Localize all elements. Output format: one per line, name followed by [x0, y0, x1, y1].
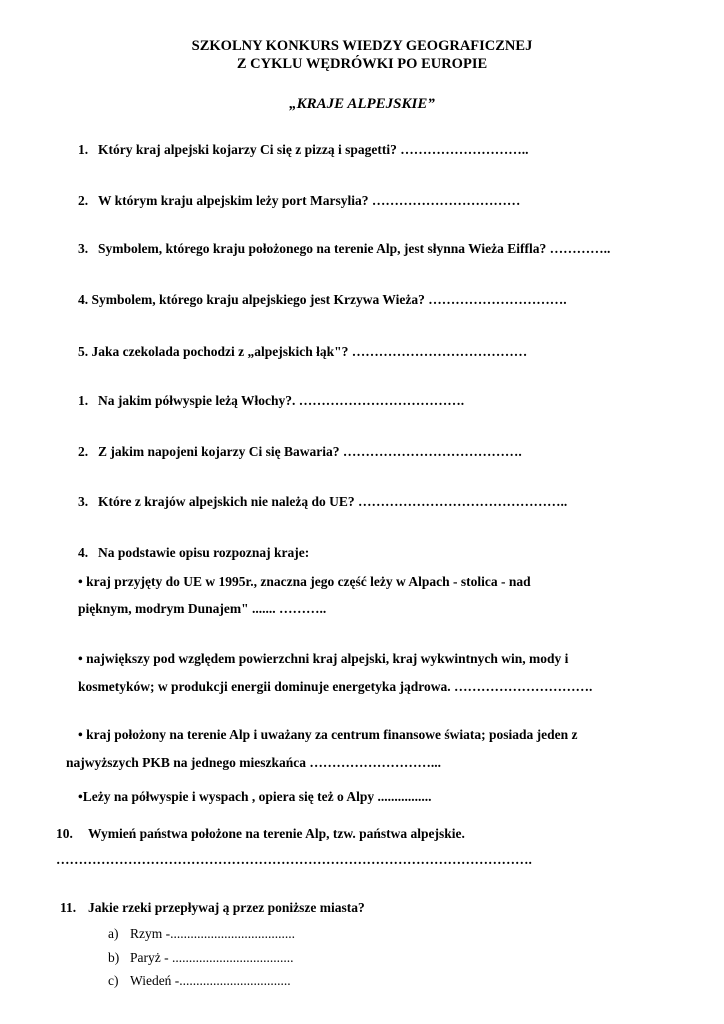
description-2-line-1: • największy pod względem powierzchni kraj alpejski, kraj wykwintnych win, mody i: [78, 651, 569, 666]
question-number: 11.: [60, 900, 77, 915]
question-text: Który kraj alpejski kojarzy Ci się z pizzą i spagetti? ………………………..: [98, 142, 529, 157]
question-number: 1.: [78, 142, 89, 157]
question-number: 1.: [78, 393, 89, 408]
item-letter: a): [108, 926, 119, 941]
question-10-answer-line: …………………………………………………………………………………………….: [56, 852, 532, 867]
question-text: 5. Jaka czekolada pochodzi z „alpejskich łąk"? …………………………………: [78, 344, 528, 359]
question-number: 3.: [78, 241, 89, 256]
question-text: W którym kraju alpejskim leży port Marsylia? ……………………………: [98, 193, 521, 208]
question-text: 4. Symbolem, którego kraju alpejskiego jest Krzywa Wieża? ………………………….: [78, 292, 567, 307]
question-11-item-c: [108, 973, 291, 989]
question-text: Symbolem, którego kraju położonego na terenie Alp, jest słynna Wieża Eiffla? …………..: [98, 241, 611, 256]
question-2: [78, 193, 520, 209]
item-letter: c): [108, 973, 119, 988]
header-line-2: Z CYKLU WĘDRÓWKI PO EUROPIE: [236, 56, 488, 72]
description-2-line-2: kosmetyków; w produkcji energii dominuje energetyka jądrowa. ………………………….: [78, 679, 593, 694]
question-text: Na jakim półwyspie leżą Włochy?. ……………………………….: [98, 393, 465, 408]
item-text: Rzym -.....................................: [130, 926, 295, 941]
header-line-1: SZKOLNY KONKURS WIEDZY GEOGRAFICZNEJ: [191, 38, 533, 54]
question-text: Na podstawie opisu rozpoznaj kraje:: [98, 545, 310, 560]
description-1-line-1: • kraj przyjęty do UE w 1995r., znaczna jego część leży w Alpach - stolica - nad: [78, 574, 531, 589]
question-5: [78, 344, 527, 360]
description-3-line-2: najwyższych PKB na jednego mieszkańca ………………………...: [66, 755, 441, 770]
description-4-line-1: •Leży na półwyspie i wyspach , opiera się też o Alpy ................: [78, 789, 432, 804]
item-text: Paryż - ....................................: [130, 950, 294, 965]
question-text: Które z krajów alpejskich nie należą do UE? ………………………………………..: [98, 494, 568, 509]
question-text: Jakie rzeki przepływaj ą przez poniższe miasta?: [88, 900, 365, 915]
item-text: Wiedeń -.................................: [130, 973, 291, 988]
description-1-line-2: pięknym, modrym Dunajem" ....... ………..: [78, 601, 327, 616]
question-text: Wymień państwa położone na terenie Alp, tzw. państwa alpejskie.: [88, 826, 465, 841]
question-number: 10.: [56, 826, 73, 841]
item-letter: b): [108, 950, 120, 965]
question-text: Z jakim napojeni kojarzy Ci się Bawaria? ………………………………….: [98, 444, 522, 459]
question-4: [78, 292, 567, 308]
question-9: [78, 545, 309, 561]
question-number: 3.: [78, 494, 89, 509]
description-3-line-1: • kraj położony na terenie Alp i uważany za centrum finansowe świata; posiada jeden z: [78, 727, 578, 742]
question-number: 4.: [78, 545, 89, 560]
question-number: 2.: [78, 444, 89, 459]
question-6: [78, 393, 464, 409]
question-10: [56, 826, 465, 842]
question-7: [78, 444, 522, 460]
question-11-item-b: [108, 950, 293, 966]
question-number: 2.: [78, 193, 89, 208]
question-1: [78, 142, 528, 158]
header-theme: „KRAJE ALPEJSKIE”: [289, 96, 435, 112]
question-3: [78, 241, 610, 257]
question-8: [78, 494, 567, 510]
question-11-item-a: [108, 926, 295, 942]
question-11: [60, 900, 365, 916]
